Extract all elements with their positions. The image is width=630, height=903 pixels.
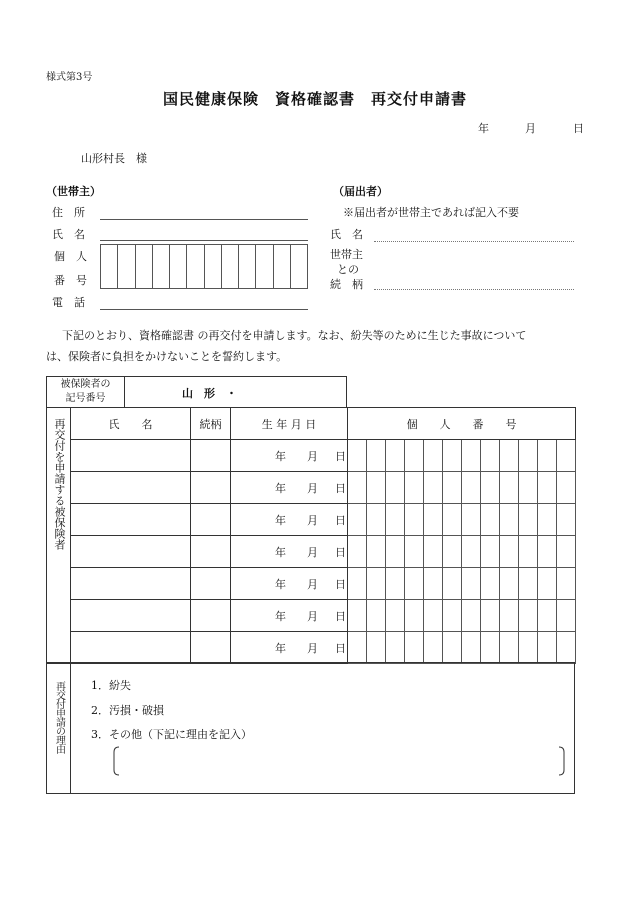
applicant-name-field[interactable] <box>374 241 574 242</box>
digit-box[interactable] <box>557 568 576 600</box>
digit-box[interactable] <box>221 245 238 289</box>
birthdate-cell[interactable] <box>231 568 348 600</box>
digit-box[interactable] <box>367 440 386 472</box>
birthdate-cell[interactable] <box>231 472 348 504</box>
digit-box[interactable] <box>386 632 405 664</box>
digit-box[interactable] <box>367 600 386 632</box>
digit-box[interactable] <box>481 472 500 504</box>
birth-month-label: 月 <box>307 577 318 591</box>
digit-box[interactable] <box>462 632 481 664</box>
birth-year-label: 年 <box>275 609 286 623</box>
relation-cell[interactable] <box>191 536 231 568</box>
digit-box[interactable] <box>519 632 538 664</box>
householder-phone-field[interactable] <box>100 309 308 310</box>
birth-year-label: 年 <box>275 641 286 655</box>
digit-box[interactable] <box>500 536 519 568</box>
digit-box[interactable] <box>538 504 557 536</box>
digit-box[interactable] <box>519 568 538 600</box>
digit-box[interactable] <box>367 632 386 664</box>
householder-phone-label: 電 話 <box>52 296 85 309</box>
digit-box[interactable] <box>500 632 519 664</box>
applicant-relation-label-3: 続 柄 <box>330 278 363 291</box>
digit-box[interactable] <box>424 536 443 568</box>
reason-option-damaged[interactable]: 2．汚損・破損 <box>91 704 164 717</box>
digit-box[interactable] <box>481 440 500 472</box>
birth-year-label: 年 <box>275 513 286 527</box>
digit-box[interactable] <box>500 472 519 504</box>
digit-box[interactable] <box>481 632 500 664</box>
table-row <box>47 536 576 568</box>
digit-box[interactable] <box>557 632 576 664</box>
applicant-name-label: 氏 名 <box>330 228 363 241</box>
relation-cell[interactable] <box>191 440 231 472</box>
digit-box[interactable] <box>538 632 557 664</box>
applicant-heading: （届出者） <box>333 185 388 198</box>
digit-box[interactable] <box>481 536 500 568</box>
digit-box[interactable] <box>405 472 424 504</box>
digit-box[interactable] <box>101 245 118 289</box>
reason-text-bracket[interactable] <box>111 745 567 777</box>
insured-number-box <box>46 376 347 407</box>
digit-box[interactable] <box>405 504 424 536</box>
digit-box[interactable] <box>519 536 538 568</box>
insured-number-label-2: 記号番号 <box>65 393 106 404</box>
digit-box[interactable] <box>386 600 405 632</box>
applicant-note: ※届出者が世帯主であれば記入不要 <box>343 206 519 219</box>
digit-box[interactable] <box>538 440 557 472</box>
digit-box[interactable] <box>424 504 443 536</box>
digit-box[interactable] <box>170 245 187 289</box>
digit-box[interactable] <box>405 600 424 632</box>
digit-box[interactable] <box>424 632 443 664</box>
name-cell[interactable] <box>71 568 191 600</box>
digit-box[interactable] <box>538 568 557 600</box>
digit-box[interactable] <box>348 632 367 664</box>
digit-box[interactable] <box>462 600 481 632</box>
digit-box[interactable] <box>367 568 386 600</box>
birthdate-cell[interactable] <box>231 600 348 632</box>
form-number: 様式第3号 <box>46 72 93 83</box>
digit-box[interactable] <box>481 600 500 632</box>
digit-box[interactable] <box>443 504 462 536</box>
applicant-relation-label-1: 世帯主 <box>330 248 363 261</box>
date-year-label: 年 <box>478 122 489 135</box>
digit-box[interactable] <box>348 440 367 472</box>
birth-day-label: 日 <box>335 513 346 527</box>
page-title: 国民健康保険 資格確認書 再交付申請書 <box>162 90 467 108</box>
header-relation: 続柄 <box>191 408 231 440</box>
relation-cell[interactable] <box>191 472 231 504</box>
digit-box[interactable] <box>424 440 443 472</box>
digit-box[interactable] <box>204 245 221 289</box>
digit-box[interactable] <box>557 440 576 472</box>
birth-day-label: 日 <box>335 609 346 623</box>
name-cell[interactable] <box>71 504 191 536</box>
digit-box[interactable] <box>290 245 307 289</box>
digit-box[interactable] <box>405 536 424 568</box>
digit-box[interactable] <box>519 472 538 504</box>
table-side-label: 再交付を申請する被保険者 <box>53 418 66 550</box>
householder-personal-label-1: 個 人 <box>54 250 87 263</box>
digit-box[interactable] <box>462 472 481 504</box>
table-side-label-cell <box>47 408 71 664</box>
birth-year-label: 年 <box>275 577 286 591</box>
householder-personal-number-boxes[interactable] <box>100 244 308 289</box>
digit-box[interactable] <box>273 245 290 289</box>
digit-box[interactable] <box>500 568 519 600</box>
birthdate-cell[interactable] <box>231 632 348 664</box>
digit-box[interactable] <box>519 504 538 536</box>
addressee: 山形村長 様 <box>81 152 147 165</box>
reason-section <box>46 662 575 794</box>
birth-year-label: 年 <box>275 481 286 495</box>
relation-cell[interactable] <box>191 504 231 536</box>
reason-side-label: 再交付申請の理由 <box>53 681 65 753</box>
digit-box[interactable] <box>557 472 576 504</box>
digit-box[interactable] <box>187 245 204 289</box>
reason-option-other[interactable]: 3．その他（下記に理由を記入） <box>91 728 252 741</box>
relation-cell[interactable] <box>191 632 231 664</box>
digit-box[interactable] <box>405 632 424 664</box>
digit-box[interactable] <box>500 440 519 472</box>
digit-box[interactable] <box>386 440 405 472</box>
name-cell[interactable] <box>71 536 191 568</box>
digit-box[interactable] <box>481 568 500 600</box>
householder-heading: （世帯主） <box>46 185 101 198</box>
digit-box[interactable] <box>443 440 462 472</box>
table-row <box>47 600 576 632</box>
right-bracket-icon <box>559 747 564 775</box>
digit-box[interactable] <box>500 504 519 536</box>
digit-box[interactable] <box>386 536 405 568</box>
birth-month-label: 月 <box>307 513 318 527</box>
table-row <box>47 632 576 664</box>
digit-box[interactable] <box>443 536 462 568</box>
header-personal-number: 個 人 番 号 <box>348 408 576 440</box>
birthdate-cell[interactable] <box>231 536 348 568</box>
statement-line-2: は、保険者に負担をかけないことを誓約します。 <box>46 350 288 363</box>
digit-box[interactable] <box>405 440 424 472</box>
digit-box[interactable] <box>239 245 256 289</box>
digit-box[interactable] <box>118 245 135 289</box>
digit-box[interactable] <box>557 600 576 632</box>
relation-cell[interactable] <box>191 568 231 600</box>
householder-name-label: 氏 名 <box>52 228 85 241</box>
birth-day-label: 日 <box>335 545 346 559</box>
left-bracket-icon <box>114 747 119 775</box>
birthdate-cell[interactable] <box>231 504 348 536</box>
digit-box[interactable] <box>557 504 576 536</box>
digit-box[interactable] <box>256 245 273 289</box>
digit-box[interactable] <box>348 536 367 568</box>
digit-box[interactable] <box>481 504 500 536</box>
digit-box[interactable] <box>424 472 443 504</box>
birth-month-label: 月 <box>307 609 318 623</box>
householder-name-field[interactable] <box>100 240 308 241</box>
applicant-relation-field[interactable] <box>374 289 574 290</box>
digit-box[interactable] <box>424 600 443 632</box>
digit-box[interactable] <box>152 245 169 289</box>
digit-box[interactable] <box>348 504 367 536</box>
birth-month-label: 月 <box>307 449 318 463</box>
digit-box[interactable] <box>348 568 367 600</box>
birthdate-cell[interactable] <box>231 440 348 472</box>
digit-box[interactable] <box>538 600 557 632</box>
relation-cell[interactable] <box>191 600 231 632</box>
header-birthdate: 生 年 月 日 <box>231 408 348 440</box>
digit-box[interactable] <box>462 568 481 600</box>
insured-number-label-1: 被保険者の <box>60 379 111 390</box>
digit-box[interactable] <box>367 536 386 568</box>
digit-box[interactable] <box>443 568 462 600</box>
birth-day-label: 日 <box>335 449 346 463</box>
table-row <box>47 504 576 536</box>
digit-box[interactable] <box>500 600 519 632</box>
digit-box[interactable] <box>443 632 462 664</box>
digit-box[interactable] <box>386 568 405 600</box>
birth-year-label: 年 <box>275 545 286 559</box>
birth-month-label: 月 <box>307 641 318 655</box>
digit-box[interactable] <box>443 600 462 632</box>
birth-day-label: 日 <box>335 641 346 655</box>
table-row <box>47 440 576 472</box>
table-row <box>47 568 576 600</box>
date-month-label: 月 <box>525 122 536 135</box>
name-cell[interactable] <box>71 472 191 504</box>
digit-box[interactable] <box>538 536 557 568</box>
digit-box[interactable] <box>405 568 424 600</box>
digit-box[interactable] <box>386 472 405 504</box>
digit-box[interactable] <box>386 504 405 536</box>
insured-number-label <box>47 377 125 408</box>
householder-address-label: 住 所 <box>52 206 85 219</box>
digit-box[interactable] <box>348 600 367 632</box>
householder-address-field[interactable] <box>100 219 308 220</box>
digit-box[interactable] <box>443 472 462 504</box>
digit-box[interactable] <box>367 504 386 536</box>
birth-day-label: 日 <box>335 577 346 591</box>
digit-box[interactable] <box>462 536 481 568</box>
insured-number-value[interactable]: 山 形 ・ <box>182 387 237 400</box>
name-cell[interactable] <box>71 632 191 664</box>
birth-month-label: 月 <box>307 545 318 559</box>
birth-year-label: 年 <box>275 449 286 463</box>
reason-side-label-cell <box>47 663 71 793</box>
digit-box[interactable] <box>424 568 443 600</box>
digit-box[interactable] <box>135 245 152 289</box>
table-row <box>47 472 576 504</box>
digit-box[interactable] <box>367 472 386 504</box>
statement-line-1: 下記のとおり、資格確認書 の再交付を申請します。なお、紛失等のために生じた事故について <box>62 329 527 342</box>
householder-personal-label-2: 番 号 <box>54 274 87 287</box>
digit-box[interactable] <box>519 600 538 632</box>
digit-box[interactable] <box>519 440 538 472</box>
digit-box[interactable] <box>348 472 367 504</box>
name-cell[interactable] <box>71 440 191 472</box>
digit-box[interactable] <box>557 536 576 568</box>
insured-table <box>46 407 575 663</box>
digit-box[interactable] <box>462 504 481 536</box>
name-cell[interactable] <box>71 600 191 632</box>
applicant-relation-label-2: との <box>337 263 359 276</box>
birth-day-label: 日 <box>335 481 346 495</box>
header-name: 氏 名 <box>71 408 191 440</box>
reason-option-lost[interactable]: 1．紛失 <box>91 679 131 692</box>
birth-month-label: 月 <box>307 481 318 495</box>
digit-box[interactable] <box>462 440 481 472</box>
date-day-label: 日 <box>573 122 584 135</box>
digit-box[interactable] <box>538 472 557 504</box>
